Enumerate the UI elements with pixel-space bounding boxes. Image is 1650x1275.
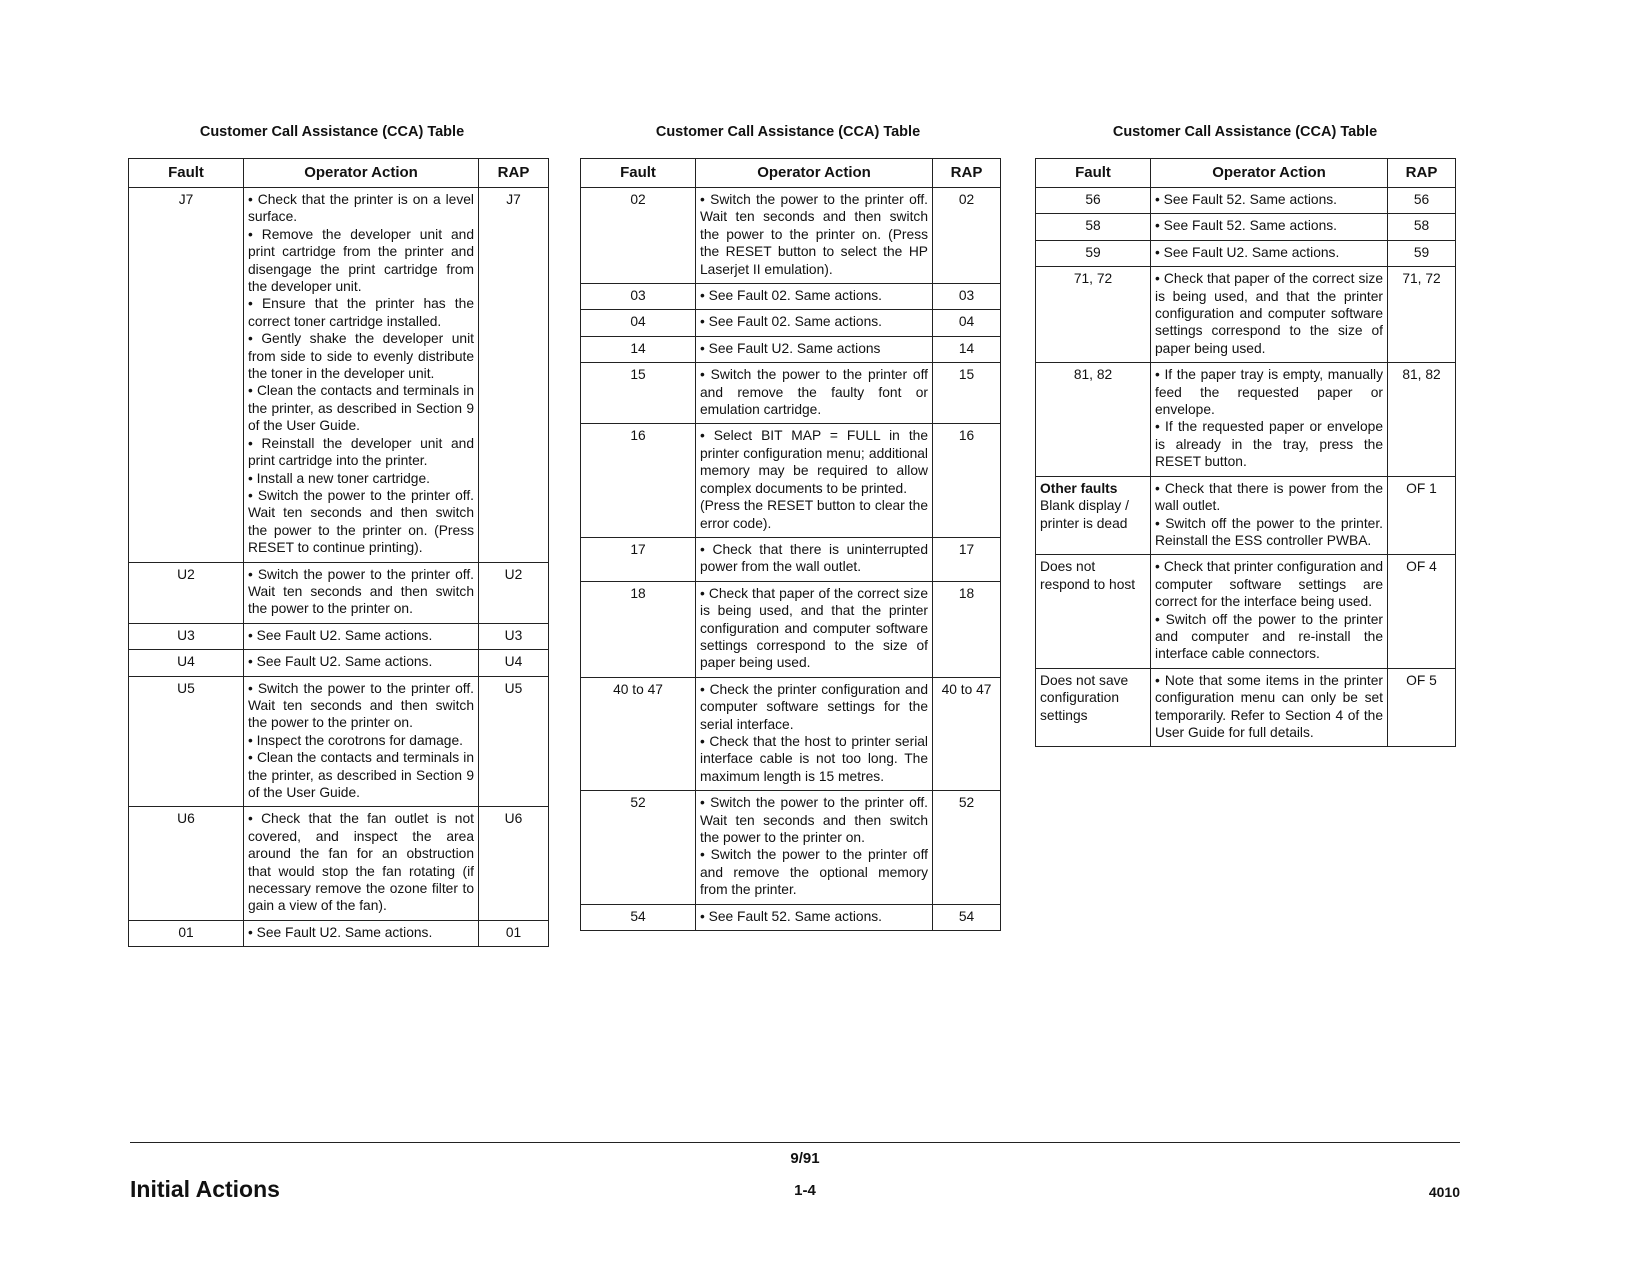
- fault-code: 81, 82: [1073, 367, 1113, 383]
- rap-cell: 03: [933, 284, 1001, 310]
- action-item: • Gently shake the developer unit from side to side to evenly distribute the toner in the developer unit.: [248, 331, 474, 382]
- table-row: [1036, 188, 1456, 214]
- model-number: 4010: [1428, 1184, 1460, 1200]
- fault-cell: [581, 424, 696, 537]
- fault-header: Fault: [129, 159, 244, 188]
- action-item: • See Fault U2. Same actions: [700, 340, 881, 356]
- action-item: • Check that paper of the correct size is being used, and that the printer configuration and computer software settings correspond to the size of paper being used.: [700, 585, 928, 671]
- operator-action-cell: [696, 424, 933, 537]
- fault-cell: [129, 920, 244, 946]
- fault-code: 14: [630, 340, 646, 356]
- rap-cell: OF 1: [1388, 476, 1456, 555]
- action-header: Operator Action: [696, 159, 933, 188]
- operator-action-cell: [696, 537, 933, 581]
- action-item: • See Fault 02. Same actions.: [700, 288, 882, 304]
- action-item: • Switch off the power to the printer and computer and re-install the interface cable connectors.: [1155, 611, 1383, 662]
- fault-header: Fault: [1036, 159, 1151, 188]
- fault-cell: [1036, 668, 1151, 747]
- action-item: • See Fault U2. Same actions.: [1155, 244, 1340, 260]
- table-row: [129, 807, 549, 920]
- table-row: [1036, 668, 1456, 747]
- action-item: • Switch the power to the printer off. Wait ten seconds and then switch the power to the printer on.: [248, 680, 474, 731]
- rap-cell: U3: [479, 623, 549, 649]
- action-item: • See Fault 02. Same actions.: [700, 314, 882, 330]
- fault-code: U2: [177, 566, 195, 582]
- header-row: [129, 159, 549, 188]
- operator-action-cell: [1151, 555, 1388, 668]
- operator-action-cell: [1151, 668, 1388, 747]
- operator-action-cell: [696, 310, 933, 336]
- operator-action-cell: [1151, 188, 1388, 214]
- operator-action-cell: [696, 284, 933, 310]
- table-body: [129, 188, 549, 947]
- action-item: • See Fault U2. Same actions.: [248, 627, 433, 643]
- operator-action-cell: [696, 677, 933, 790]
- operator-action-cell: [244, 650, 479, 676]
- action-item: • If the paper tray is empty, manually feed the requested paper or envelope.: [1155, 367, 1383, 418]
- rap-cell: U2: [479, 562, 549, 623]
- table-row: [129, 650, 549, 676]
- table-row: [129, 676, 549, 807]
- action-item: • Inspect the corotrons for damage.: [248, 732, 463, 748]
- table-row: [581, 677, 1001, 790]
- action-item: • If the requested paper or envelope is already in the tray, press the RESET button.: [1155, 419, 1383, 470]
- fault-code: U3: [177, 627, 195, 643]
- operator-action-cell: [244, 623, 479, 649]
- fault-cell: [581, 581, 696, 677]
- footer-divider: [130, 1142, 1460, 1143]
- operator-action-cell: [696, 904, 933, 930]
- action-item: • Check that the printer is on a level surface.: [248, 192, 474, 225]
- action-item: • Check that the host to printer serial interface cable is not too long. The maximum length is 15 metres.: [700, 733, 928, 784]
- fault-code: 02: [630, 192, 646, 207]
- operator-action-cell: [696, 336, 933, 362]
- table-row: [129, 920, 549, 946]
- fault-code: Does not respond to host: [1040, 559, 1136, 592]
- operator-action-cell: [244, 188, 479, 563]
- action-item: • Switch the power to the printer off and remove the optional memory from the printer.: [700, 847, 928, 898]
- fault-code: U6: [177, 811, 195, 827]
- fault-code: 03: [630, 288, 646, 304]
- operator-action-cell: [696, 581, 933, 677]
- fault-code: U4: [177, 654, 195, 670]
- action-item: • Switch the power to the printer off. Wait ten seconds and then switch the power to the printer on. (Press RESET to continue printing).: [248, 487, 474, 556]
- rap-cell: 01: [479, 920, 549, 946]
- fault-cell: [581, 677, 696, 790]
- fault-cell: [1036, 240, 1151, 266]
- table-row: [129, 188, 549, 563]
- fault-cell: [581, 904, 696, 930]
- rap-cell: 18: [933, 581, 1001, 677]
- table-body: [581, 188, 1001, 931]
- rap-cell: 14: [933, 336, 1001, 362]
- page-number: 1-4: [794, 1182, 816, 1199]
- table-title: Customer Call Assistance (CCA) Table: [1112, 124, 1378, 140]
- fault-code: U5: [177, 680, 195, 696]
- fault-cell: [581, 188, 696, 284]
- cca-table: [1035, 158, 1456, 747]
- operator-action-cell: [696, 363, 933, 424]
- rap-cell: 54: [933, 904, 1001, 930]
- operator-action-cell: [1151, 267, 1388, 363]
- action-item: • Clean the contacts and terminals in the printer, as described in Section 9 of the User Guide.: [248, 750, 474, 800]
- table-row: [581, 904, 1001, 930]
- action-item: • Check that the fan outlet is not covered, and inspect the area around the fan for an obstruction that would stop the fan rotating (if necessary remove the ozone filter to gain a view of the fan).: [248, 811, 474, 914]
- action-item: • See Fault U2. Same actions.: [248, 654, 433, 670]
- table-row: [581, 188, 1001, 284]
- action-header: Operator Action: [1151, 159, 1388, 188]
- rap-cell: 58: [1388, 214, 1456, 240]
- fault-code: 54: [630, 908, 646, 924]
- fault-cell: [581, 791, 696, 904]
- table-row: [129, 623, 549, 649]
- action-item: • See Fault U2. Same actions.: [248, 924, 433, 940]
- action-item: • Note that some items in the printer configuration menu can only be set temporarily. Refer to Section 4 of the User Guide for full details.: [1155, 672, 1383, 740]
- action-header: Operator Action: [244, 159, 479, 188]
- action-item: • Check that there is uninterrupted power from the wall outlet.: [700, 541, 928, 575]
- action-item: • See Fault 52. Same actions.: [1155, 218, 1337, 234]
- fault-code: 15: [630, 367, 646, 383]
- fault-cell: [581, 284, 696, 310]
- table-title: Customer Call Assistance (CCA) Table: [199, 124, 465, 140]
- fault-code: 16: [630, 428, 646, 444]
- fault-cell: [129, 807, 244, 920]
- rap-cell: 17: [933, 537, 1001, 581]
- rap-cell: OF 5: [1388, 668, 1456, 747]
- rap-cell: J7: [479, 188, 549, 563]
- fault-cell: [1036, 214, 1151, 240]
- rap-header: RAP: [1388, 159, 1456, 188]
- rap-cell: 16: [933, 424, 1001, 537]
- action-item: • Switch the power to the printer off. Wait ten seconds and then switch the power to the printer on.: [700, 795, 928, 845]
- fault-code: 52: [630, 795, 646, 811]
- action-item: • Check that paper of the correct size is being used, and that the printer configuration and computer software settings correspond to the size of paper being used.: [1155, 271, 1383, 356]
- rap-header: RAP: [933, 159, 1001, 188]
- fault-code: 59: [1085, 244, 1101, 260]
- header-row: [581, 159, 1001, 188]
- operator-action-cell: [244, 676, 479, 807]
- rap-cell: 59: [1388, 240, 1456, 266]
- action-item: • See Fault 52. Same actions.: [1155, 192, 1337, 207]
- fault-cell: [1036, 188, 1151, 214]
- operator-action-cell: [1151, 214, 1388, 240]
- fault-code: Blank display / printer is dead: [1040, 498, 1129, 531]
- operator-action-cell: [1151, 476, 1388, 555]
- footer-date: 9/91: [790, 1150, 820, 1167]
- fault-cell: [581, 537, 696, 581]
- rap-header: RAP: [479, 159, 549, 188]
- fault-code: 18: [630, 585, 646, 601]
- fault-code: 04: [630, 314, 646, 330]
- action-item: • Check that printer configuration and computer software settings are correct for the interface being used.: [1155, 559, 1383, 610]
- fault-cell: [129, 650, 244, 676]
- action-item: • Clean the contacts and terminals in the printer, as described in Section 9 of the User Guide.: [248, 383, 474, 434]
- fault-cell: [129, 562, 244, 623]
- rap-cell: 56: [1388, 188, 1456, 214]
- fault-code: Does not save configuration settings: [1040, 672, 1129, 723]
- action-item: • Ensure that the printer has the correct toner cartridge installed.: [248, 296, 474, 329]
- table-row: [581, 424, 1001, 537]
- operator-action-cell: [244, 920, 479, 946]
- table-row: [1036, 555, 1456, 668]
- table-row: [1036, 476, 1456, 555]
- fault-cell: [129, 188, 244, 563]
- operator-action-cell: [696, 188, 933, 284]
- fault-code: 40 to 47: [613, 681, 663, 697]
- action-item: • Switch the power to the printer off. Wait ten seconds and then switch the power to the printer on.: [248, 566, 474, 617]
- rap-cell: 02: [933, 188, 1001, 284]
- action-item: • Switch the power to the printer off and remove the faulty font or emulation cartridge.: [700, 367, 928, 418]
- table-row: [581, 284, 1001, 310]
- rap-cell: 71, 72: [1388, 267, 1456, 363]
- operator-action-cell: [244, 562, 479, 623]
- rap-cell: U6: [479, 807, 549, 920]
- table-row: [1036, 214, 1456, 240]
- cca-table: [580, 158, 1001, 931]
- operator-action-cell: [1151, 240, 1388, 266]
- fault-code: 71, 72: [1073, 271, 1113, 287]
- action-item: • Select BIT MAP = FULL in the printer configuration menu; additional memory may be required to allow complex documents to be printed.: [700, 428, 928, 496]
- fault-cell: [1036, 267, 1151, 363]
- action-item: • Install a new toner cartridge.: [248, 470, 430, 486]
- fault-code: 17: [630, 541, 646, 557]
- fault-cell: [1036, 555, 1151, 668]
- fault-cell: [1036, 363, 1151, 476]
- fault-cell: [129, 676, 244, 807]
- table-row: [581, 310, 1001, 336]
- operator-action-cell: [696, 791, 933, 904]
- fault-cell: [581, 310, 696, 336]
- fault-cell: [581, 363, 696, 424]
- action-item: • Remove the developer unit and print cartridge from the printer and disengage the print cartridge from the developer unit.: [248, 226, 474, 295]
- table-row: [1036, 267, 1456, 363]
- fault-header: Fault: [581, 159, 696, 188]
- action-item: • See Fault 52. Same actions.: [700, 908, 882, 924]
- rap-cell: U5: [479, 676, 549, 807]
- table-row: [581, 791, 1001, 904]
- table-row: [581, 537, 1001, 581]
- action-item: • Check that there is power from the wall outlet.: [1155, 480, 1383, 514]
- fault-code: 56: [1085, 192, 1101, 207]
- rap-cell: 81, 82: [1388, 363, 1456, 476]
- table-row: [581, 363, 1001, 424]
- action-item: (Press the RESET button to clear the error code).: [700, 498, 928, 531]
- action-item: • Switch the power to the printer off. Wait ten seconds and then switch the power to the printer on. (Press the RESET button to select the HP Laserjet II emulation).: [700, 192, 928, 277]
- rap-cell: 15: [933, 363, 1001, 424]
- fault-cell: [1036, 476, 1151, 555]
- rap-cell: 40 to 47: [933, 677, 1001, 790]
- rap-cell: OF 4: [1388, 555, 1456, 668]
- fault-code: J7: [178, 192, 194, 207]
- table-row: [1036, 240, 1456, 266]
- action-item: • Switch off the power to the printer. Reinstall the ESS controller PWBA.: [1155, 515, 1383, 548]
- fault-code: 58: [1085, 218, 1101, 234]
- table-row: [1036, 363, 1456, 476]
- rap-cell: 04: [933, 310, 1001, 336]
- fault-group-heading: Other faults: [1040, 480, 1118, 496]
- fault-cell: [581, 336, 696, 362]
- table-row: [129, 562, 549, 623]
- rap-cell: U4: [479, 650, 549, 676]
- table-row: [581, 581, 1001, 677]
- operator-action-cell: [244, 807, 479, 920]
- fault-cell: [129, 623, 244, 649]
- operator-action-cell: [1151, 363, 1388, 476]
- header-row: [1036, 159, 1456, 188]
- rap-cell: 52: [933, 791, 1001, 904]
- cca-table: [128, 158, 549, 947]
- table-title: Customer Call Assistance (CCA) Table: [655, 124, 921, 140]
- fault-code: 01: [178, 924, 194, 940]
- action-item: • Reinstall the developer unit and print cartridge into the printer.: [248, 435, 474, 469]
- action-item: • Check the printer configuration and computer software settings for the serial interface.: [700, 681, 928, 732]
- table-row: [581, 336, 1001, 362]
- table-body: [1036, 188, 1456, 747]
- section-title: Initial Actions: [130, 1176, 280, 1202]
